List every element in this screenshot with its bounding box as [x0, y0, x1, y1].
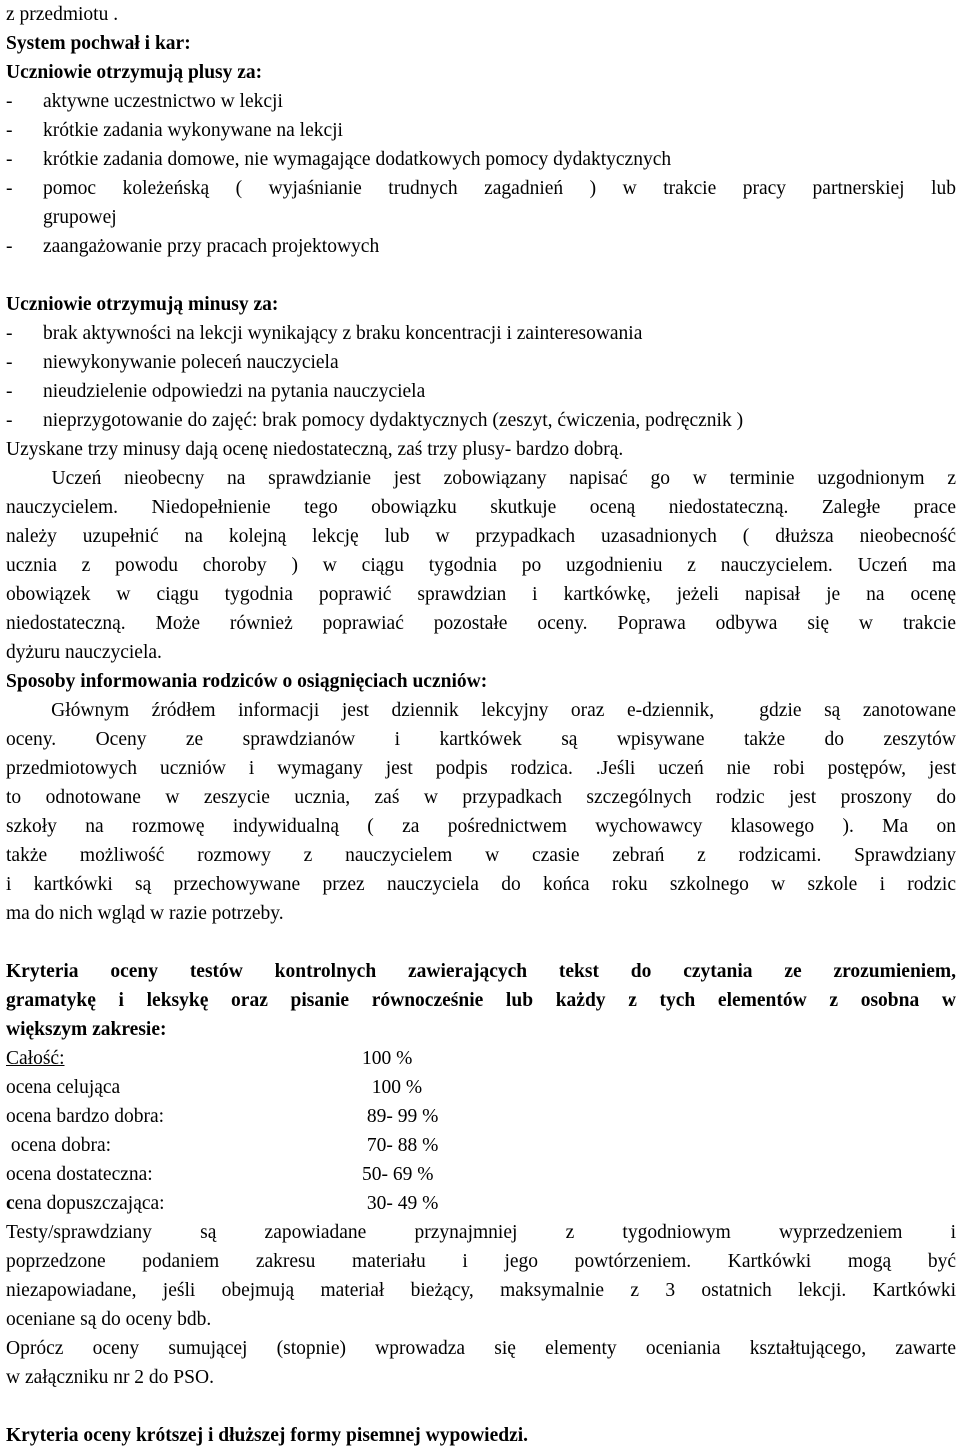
grade-row: Całość: 100 %: [6, 1048, 413, 1069]
grade-row: ocena bardzo dobra: 89- 99 %: [6, 1106, 439, 1127]
grade-row: ocena celująca 100 %: [6, 1077, 423, 1098]
list-item: - krótkie zadania wykonywane na lekcji: [6, 120, 343, 141]
grade-row: cena dopuszczająca: 30- 49 %: [6, 1189, 956, 1218]
criteria-heading: Kryteria oceny testów kontrolnych zawierających tekst do czytania ze zrozumieniem, gramatykę i leksykę oraz pisanie równocześnie lub każdy z tych elementów z osobna w większym zakresie:: [6, 961, 956, 1040]
plus-heading: Uczniowie otrzymują plusy za:: [6, 62, 263, 83]
grade-label: cena dopuszczająca:: [6, 1193, 165, 1214]
writing-criteria-heading: Kryteria oceny krótszej i dłuższej formy pisemnej wypowiedzi.: [6, 1425, 529, 1446]
list-item: - brak aktywności na lekcji wynikający z braku koncentracji i zainteresowania: [6, 323, 643, 344]
minus-list: [6, 319, 956, 435]
parents-heading: Sposoby informowania rodziców o osiągnięciach uczniów:: [6, 671, 488, 692]
summary-text: Uzyskane trzy minusy dają ocenę niedostateczną, zaś trzy plusy- bardzo dobrą.: [6, 439, 624, 460]
list-item: - aktywne uczestnictwo w lekcji: [6, 91, 283, 112]
grade-row: ocena dostateczna: 50- 69 %: [6, 1164, 434, 1185]
list-item: - pomoc koleżeńską ( wyjaśnianie trudnych zagadnień ) w trakcie pracy partnerskiej lub: [6, 178, 956, 199]
minus-heading: Uczniowie otrzymują minusy za:: [6, 294, 279, 315]
rewards-heading: System pochwał i kar:: [6, 33, 191, 54]
top-fragment: z przedmiotu .: [6, 4, 119, 25]
formative-paragraph: Oprócz oceny sumującej (stopnie) wprowadza się elementy oceniania kształtującego, zawarte w załączniku nr 2 do PSO.: [6, 1338, 956, 1388]
absence-paragraph: Uczeń nieobecny na sprawdzianie jest zobowiązany napisać go w terminie uzgodnionym z nauczycielem. Niedopełnienie tego obowiązku skutkuje oceną niedostateczną. Zaległe prace należy uzupełnić na kolejną lekcję lub w przypadkach uzasadnionych ( dłuższa nieobecność ucznia z powodu choroby ) w ciągu tygodnia po uzgodnieniu z nauczycielem. Uczeń ma obowiązek w ciągu tygodnia poprawić sprawdzian i kartkówkę, jeżeli napisał je na ocenę niedostateczną. Może również poprawiać pozostałe oceny. Poprawa odbywa się w trakcie dyżuru nauczyciela.: [6, 468, 956, 663]
list-item: - nieudzielenie odpowiedzi na pytania nauczyciela: [6, 381, 426, 402]
parents-paragraph: Głównym źródłem informacji jest dziennik lekcyjny oraz e-dziennik, gdzie są zanotowane oceny. Oceny ze sprawdzianów i kartkówek są wpisywane także do zeszytów przedmiotowych uczniów i wymagany jest podpis rodzica. .Jeśli uczeń nie robi postępów, jest to odnotowane w zeszycie ucznia, zaś w przypadkach szczególnych rodzic jest proszony do szkoły na rozmowę indywidualną ( za pośrednictwem wychowawcy klasowego ). Ma on także możliwość rozmowy z nauczycielem w czasie zebrań z rodzicami. Sprawdziany i kartkówki są przechowywane przez nauczyciela do końca roku szkolnego w szkole i rodzic ma do nich wgląd w razie potrzeby.: [6, 700, 956, 924]
list-item: - niewykonywanie poleceń nauczyciela: [6, 352, 339, 373]
plus-list: [6, 87, 956, 261]
tests-paragraph: Testy/sprawdziany są zapowiadane przynajmniej z tygodniowym wyprzedzeniem i poprzedzone podaniem zakresu materiału i jego powtórzeniem. Kartkówki mogą być niezapowiadane, jeśli obejmują materiał bieżący, maksymalnie z 3 ostatnich lekcji. Kartkówki oceniane są do oceny bdb.: [6, 1222, 956, 1330]
list-item: - nieprzygotowanie do zajęć: brak pomocy dydaktycznych (zeszyt, ćwiczenia, podręcznik ): [6, 410, 744, 431]
list-item-continuation: grupowej: [43, 207, 117, 228]
list-item: - zaangażowanie przy pracach projektowych: [6, 236, 380, 257]
grade-table: [6, 1044, 956, 1218]
grade-row: ocena dobra: 70- 88 %: [6, 1135, 439, 1156]
list-item: - krótkie zadania domowe, nie wymagające dodatkowych pomocy dydaktycznych: [6, 149, 672, 170]
